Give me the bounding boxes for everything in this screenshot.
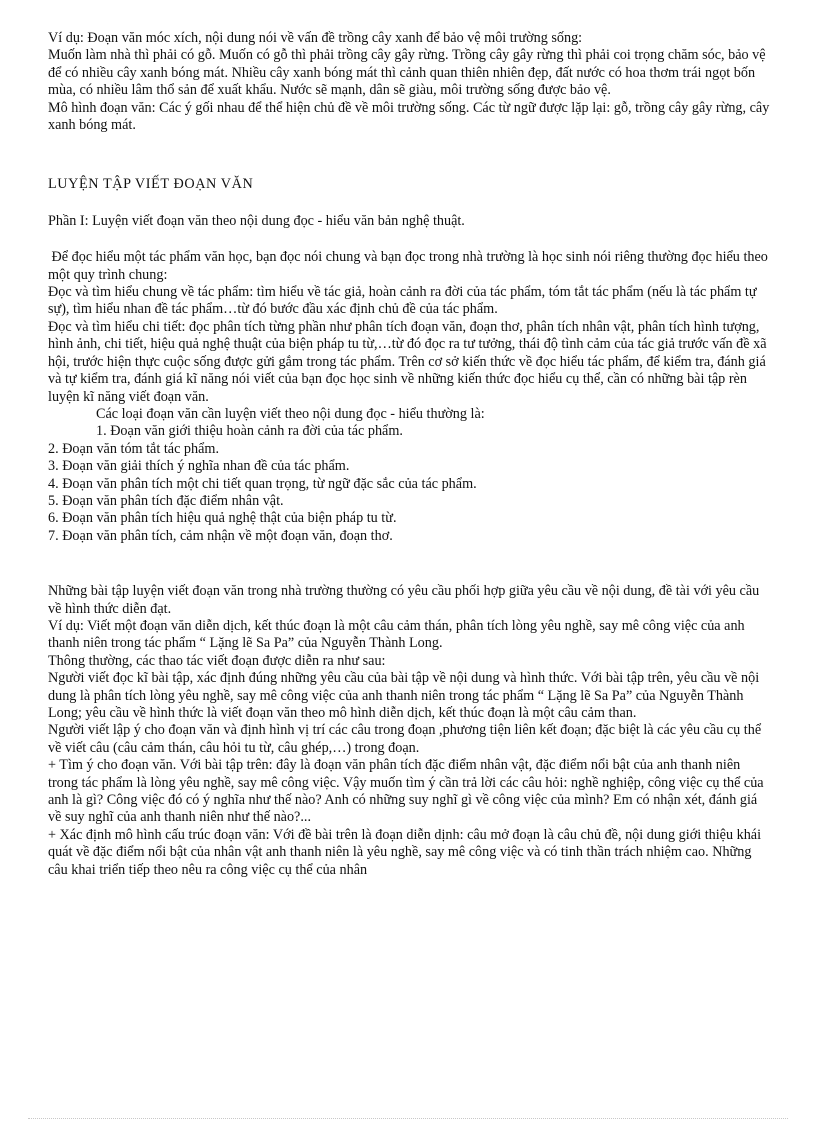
paragraph-type-list	[48, 441, 772, 545]
paragraph-types-intro: Các loại đoạn văn cần luyện viết theo nội dung đọc - hiểu thường là:	[96, 405, 485, 422]
intro-example: Ví dụ: Đoạn văn móc xích, nội dung nói về vấn đề trồng cây xanh để bảo vệ môi trường sống:	[48, 30, 583, 46]
practice-intro: Những bài tập luyện viết đoạn văn trong nhà trường thường có yêu cầu phối hợp giữa yêu cầu về nội dung, đề tài với yêu cầu về hình thức diễn đạt.	[48, 583, 760, 617]
paragraph-type-item: 4. Đoạn văn phân tích một chi tiết quan trọng, từ ngữ đặc sắc của tác phẩm.	[48, 475, 477, 492]
page-bottom-rule	[28, 1118, 788, 1119]
intro-model: Mô hình đoạn văn: Các ý gối nhau để thể hiện chủ đề về môi trường sống. Các từ ngữ được lặp lại: gỗ, trồng cây gây rừng, cây xanh bóng mát.	[48, 99, 770, 134]
intro-body: Muốn làm nhà thì phải có gỗ. Muốn có gỗ thì phải trồng cây gây rừng. Trồng cây gây rừng thì phải coi trọng chăm sóc, bảo vệ để có nhiều cây xanh bóng mát. Nhiều cây xanh bóng mát thì cảnh quan thiên nhiên đẹp, đất nước có hoa thơm trái ngọt bốn mùa, có nhiều lâm thổ sản để xuất khẩu. Nước sẽ mạnh, dân sẽ giàu, môi trường sống được bảo vệ.	[48, 47, 766, 99]
practice-steps-intro: Thông thường, các thao tác viết đoạn được diễn ra như sau:	[48, 652, 386, 669]
section-title: LUYỆN TẬP VIẾT ĐOẠN VĂN	[48, 176, 254, 193]
paragraph-type-item: 7. Đoạn văn phân tích, cảm nhận về một đoạn văn, đoạn thơ.	[48, 527, 393, 544]
paragraph-type-item: 6. Đoạn văn phân tích hiệu quả nghệ thật của biện pháp tu từ.	[48, 510, 397, 527]
paragraph-type-item: 1. Đoạn văn giới thiệu hoàn cảnh ra đời của tác phẩm.	[96, 423, 403, 440]
reading-general: Đọc và tìm hiểu chung về tác phẩm: tìm hiểu về tác giả, hoàn cảnh ra đời của tác phẩm, tóm tắt tác phẩm (nếu là tác phẩm tự sự), tìm hiểu nhan đề tác phẩm…từ đó bước đầu xác định chủ đề của tác phẩm.	[48, 284, 757, 318]
paragraph-type-item: 5. Đoạn văn phân tích đặc điểm nhân vật.	[48, 492, 284, 509]
practice-example: Ví dụ: Viết một đoạn văn diễn dịch, kết thúc đoạn là một câu cảm thán, phân tích lòng yêu nghề, say mê công việc của anh thanh niên trong tác phẩm “ Lặng lẽ Sa Pa” của Nguyễn Thành Long.	[48, 617, 745, 652]
paragraph-type-item: 2. Đoạn văn tóm tắt tác phẩm.	[48, 440, 219, 457]
practice-step-read: Người viết đọc kĩ bài tập, xác định đúng những yêu cầu của bài tập về nội dung và hình thức. Với bài tập trên, yêu cầu về nội dung là phân tích lòng yêu nghề, say mê công việc của anh thanh niên trong tác phẩm “ Lặng lẽ Sa Pa” của Nguyễn Thành Long; yêu cầu về hình thức là viết đoạn văn theo mô hình diễn dịch, kết thúc đoạn là một câu cảm than.	[48, 670, 760, 721]
practice-structure: + Xác định mô hình cấu trúc đoạn văn: Với đề bài trên là đoạn diễn dịnh: câu mở đoạn là câu chủ đề, nội dung giới thiệu khái quát về đặc điểm nổi bật của nhân vật anh thanh niên là yêu nghề, say mê công việc và có tinh thần trách nhiệm cao. Những câu khai triển tiếp theo nêu ra công việc cụ thể của nhân	[48, 826, 762, 878]
practice-find-ideas: + Tìm ý cho đoạn văn. Với bài tập trên: đây là đoạn văn phân tích đặc điểm nhân vật, đặc điểm nổi bật của anh thanh niên trong tác phẩm là lòng yêu nghề, say mê công việc. Vậy muốn tìm ý cần trả lời các câu hỏi: nghề nghiệp, công việc cụ thể của anh là gì? Công việc đó có ý nghĩa như thế nào? Anh có những suy nghĩ gì về công việc của mình? Em có nhận xét, đánh giá về suy nghĩ của anh thanh niên như thế nào?...	[48, 757, 764, 826]
paragraph-type-item: 3. Đoạn văn giải thích ý nghĩa nhan đề của tác phẩm.	[48, 458, 350, 475]
reading-process-intro: Để đọc hiểu một tác phẩm văn học, bạn đọc nói chung và bạn đọc trong nhà trường là học sinh nói riêng thường đọc hiểu theo một quy trình chung:	[48, 249, 772, 283]
practice-step-outline: Người viết lập ý cho đoạn văn và định hình vị trí các câu trong đoạn ,phương tiện liên kết đoạn; đặc biệt là các yêu cầu cụ thể về viết câu (câu cảm thán, câu hỏi tu từ, câu ghép,…) trong đoạn.	[48, 722, 762, 756]
part-one-title: Phần I: Luyện viết đoạn văn theo nội dung đọc - hiểu văn bản nghệ thuật.	[48, 212, 465, 229]
reading-detail: Đọc và tìm hiểu chi tiết: đọc phân tích từng phần như phân tích đoạn văn, đoạn thơ, phân tích nhân vật, phân tích hình tượng, hình ảnh, chi tiết, hiệu quả nghệ thuật của biện pháp tu từ,…từ đó đọc ra tư tưởng, thái độ tình cảm của tác giả trước vấn đề xã hội, trước hiện thực cuộc sống được gửi gắm trong tác phẩm. Trên cơ sở kiến thức về đọc hiểu tác phẩm, để kiểm tra, đánh giá và tự kiểm tra, đánh giá kĩ năng nói viết của bạn đọc học sinh về những kiến thức đọc hiểu cụ thể, cần có những bài tập rèn luyện kĩ năng viết đoạn văn.	[48, 318, 767, 405]
document-body	[48, 30, 772, 879]
